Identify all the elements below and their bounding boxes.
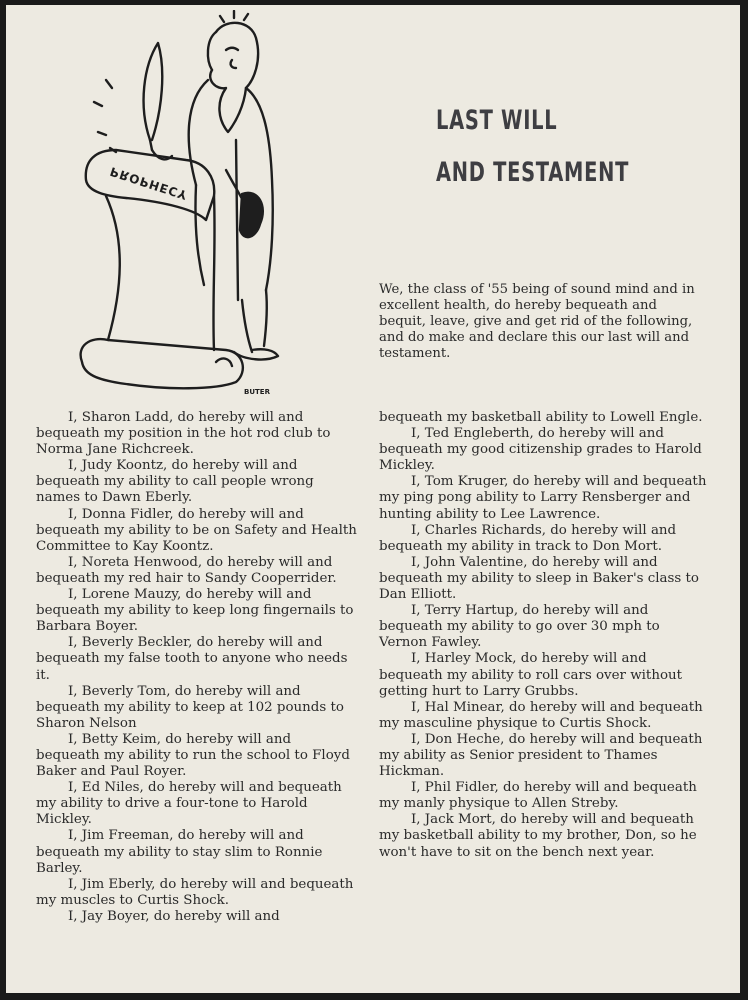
bequest-entry: I, Betty Keim, do hereby will and bequeath my ability to run the school to Floyd Baker and Paul Royer. [36, 731, 350, 780]
bequest-entry: I, Judy Koontz, do hereby will and bequeath my ability to call people wrong names to Dawn Eberly. [36, 458, 314, 506]
prophet-illustration [66, 10, 306, 402]
bequest-entry: I, Ted Engleberth, do hereby will and bequeath my good citizenship grades to Harold Mickley. [379, 426, 702, 474]
bequest-entry: I, Harley Mock, do hereby will and bequeath my ability to roll cars over without getting hurt to Larry Grubbs. [379, 651, 683, 699]
page-title-line-2: AND TESTAMENT [436, 157, 630, 188]
bequest-continuation: bequeath my basketball ability to Lowell Engle. [379, 410, 703, 425]
bequest-entry: I, John Valentine, do hereby will and bequeath my ability to sleep in Baker's class to Dan Elliott. [379, 554, 699, 603]
bequest-entry: I, Sharon Ladd, do hereby will and bequeath my position in the hot rod club to Norma Jane Richcreek. [36, 410, 331, 458]
page-title-line-1: LAST WILL [436, 105, 558, 136]
bequest-entry: I, Hal Minear, do hereby will and bequeath my masculine physique to Curtis Shock. [379, 699, 703, 731]
bequest-entry: I, Phil Fidler, do hereby will and bequeath my manly physique to Allen Streby. [379, 780, 697, 812]
bequest-entry: I, Tom Kruger, do hereby will and bequeath my ping pong ability to Larry Rensberger and hunting ability to Lee Lawrence. [379, 474, 707, 522]
scroll-label: PROPHECY [108, 164, 190, 203]
bequest-entry: I, Don Heche, do hereby will and bequeath my ability as Senior president to Thames Hickman. [379, 731, 703, 780]
bequest-entry: I, Beverly Tom, do hereby will and bequeath my ability to keep at 102 pounds to Sharon Nelson [36, 683, 344, 731]
bequest-entry: I, Jay Boyer, do hereby will and [68, 908, 280, 924]
bequest-entry: I, Terry Hartup, do hereby will and bequeath my ability to go over 30 mph to Vernon Fawley. [379, 603, 660, 651]
left-column [36, 410, 358, 925]
artist-signature: BUTER [244, 388, 270, 396]
intro-paragraph [379, 282, 699, 362]
right-column [379, 410, 709, 861]
bequest-entry: I, Donna Fidler, do hereby will and bequeath my ability to be on Safety and Health Committee to Kay Koontz. [36, 506, 357, 554]
bequest-entry: I, Jim Freeman, do hereby will and bequeath my ability to stay slim to Ronnie Barley. [36, 828, 323, 876]
bequest-entry: I, Ed Niles, do hereby will and bequeath my ability to drive a four-tone to Harold Mickley. [36, 780, 342, 828]
bequest-entry: I, Jack Mort, do hereby will and bequeath my basketball ability to my brother, Don, so he won't have to sit on the bench next year. [379, 812, 697, 860]
yearbook-page [6, 5, 740, 993]
bequest-entry: I, Jim Eberly, do hereby will and bequeath my muscles to Curtis Shock. [36, 876, 354, 908]
bequest-entry: I, Lorene Mauzy, do hereby will and bequeath my ability to keep long fingernails to Barbara Boyer. [36, 587, 354, 635]
bequest-entry: I, Noreta Henwood, do hereby will and bequeath my red hair to Sandy Cooperrider. [36, 554, 337, 586]
bequest-entry: I, Beverly Beckler, do hereby will and bequeath my false tooth to anyone who needs it. [36, 635, 348, 683]
bequest-entry: I, Charles Richards, do hereby will and bequeath my ability in track to Don Mort. [379, 522, 677, 554]
intro-text: We, the class of '55 being of sound mind and in excellent health, do hereby bequeath and bequit, leave, give and get rid of the following, and do make and declare this our last will and testament. [379, 282, 695, 362]
